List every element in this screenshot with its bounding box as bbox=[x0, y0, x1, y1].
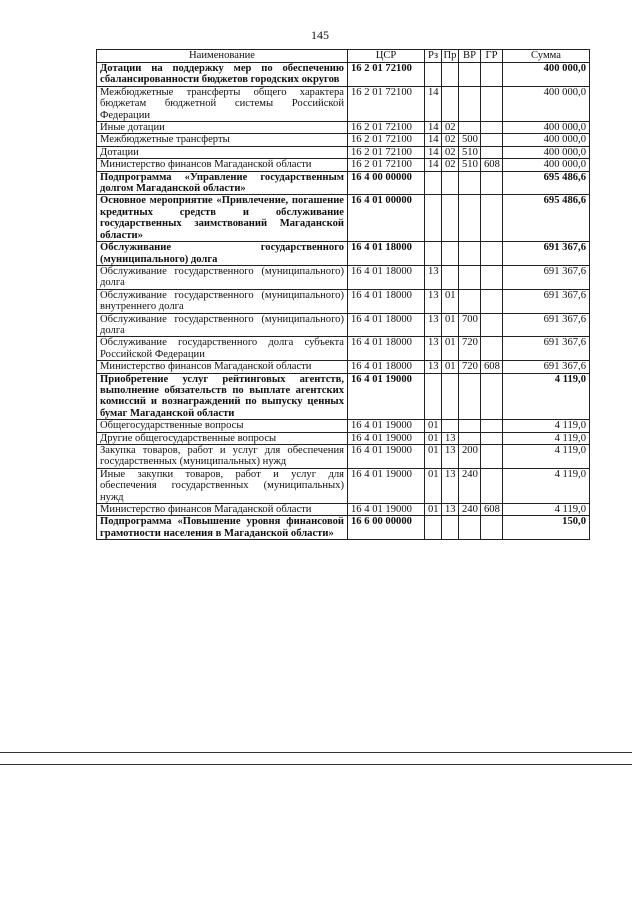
cell-rz: 01 bbox=[425, 445, 442, 469]
cell-sum: 691 367,6 bbox=[503, 337, 590, 361]
cell-csr: 16 4 01 18000 bbox=[348, 265, 425, 289]
cell-vr bbox=[459, 420, 481, 432]
cell-pr: 01 bbox=[442, 289, 459, 313]
cell-name: Иные дотации bbox=[97, 122, 348, 134]
cell-csr: 16 2 01 72100 bbox=[348, 146, 425, 158]
cell-rz: 13 bbox=[425, 265, 442, 289]
cell-rz: 14 bbox=[425, 134, 442, 146]
column-header-name: Наименование bbox=[97, 50, 348, 63]
cell-csr: 16 4 01 18000 bbox=[348, 289, 425, 313]
cell-sum: 4 119,0 bbox=[503, 432, 590, 444]
cell-vr bbox=[459, 122, 481, 134]
cell-rz: 14 bbox=[425, 122, 442, 134]
cell-gr bbox=[481, 445, 503, 469]
cell-csr: 16 4 01 18000 bbox=[348, 337, 425, 361]
cell-pr: 02 bbox=[442, 134, 459, 146]
table-row bbox=[97, 313, 590, 337]
cell-sum: 4 119,0 bbox=[503, 468, 590, 503]
cell-rz: 14 bbox=[425, 159, 442, 171]
cell-name: Обслуживание государственного (муниципального) внутреннего долга bbox=[97, 289, 348, 313]
table-row bbox=[97, 432, 590, 444]
cell-rz bbox=[425, 242, 442, 266]
column-header-gr: ГР bbox=[481, 50, 503, 63]
cell-csr: 16 4 01 19000 bbox=[348, 373, 425, 420]
cell-csr: 16 4 00 00000 bbox=[348, 171, 425, 195]
page-divider-bottom bbox=[0, 764, 632, 765]
cell-gr: 608 bbox=[481, 361, 503, 373]
cell-name: Межбюджетные трансферты bbox=[97, 134, 348, 146]
cell-name: Другие общегосударственные вопросы bbox=[97, 432, 348, 444]
column-header-rz: Рз bbox=[425, 50, 442, 63]
table-row bbox=[97, 265, 590, 289]
table-row bbox=[97, 445, 590, 469]
cell-gr bbox=[481, 516, 503, 540]
cell-name: Общегосударственные вопросы bbox=[97, 420, 348, 432]
cell-sum: 4 119,0 bbox=[503, 373, 590, 420]
cell-vr bbox=[459, 86, 481, 121]
cell-pr: 01 bbox=[442, 313, 459, 337]
column-header-vr: ВР bbox=[459, 50, 481, 63]
cell-name: Министерство финансов Магаданской области bbox=[97, 504, 348, 516]
cell-sum: 4 119,0 bbox=[503, 420, 590, 432]
cell-vr: 720 bbox=[459, 337, 481, 361]
column-header-pr: Пр bbox=[442, 50, 459, 63]
column-header-csr: ЦСР bbox=[348, 50, 425, 63]
cell-csr: 16 4 01 00000 bbox=[348, 195, 425, 242]
cell-sum: 150,0 bbox=[503, 516, 590, 540]
cell-name: Дотации bbox=[97, 146, 348, 158]
table-row bbox=[97, 146, 590, 158]
table-row bbox=[97, 171, 590, 195]
cell-vr bbox=[459, 432, 481, 444]
cell-gr bbox=[481, 171, 503, 195]
cell-vr bbox=[459, 289, 481, 313]
cell-pr: 02 bbox=[442, 159, 459, 171]
cell-rz: 01 bbox=[425, 504, 442, 516]
table-row bbox=[97, 134, 590, 146]
cell-gr bbox=[481, 134, 503, 146]
cell-csr: 16 4 01 19000 bbox=[348, 468, 425, 503]
cell-sum: 400 000,0 bbox=[503, 134, 590, 146]
cell-pr bbox=[442, 420, 459, 432]
table-row bbox=[97, 122, 590, 134]
cell-pr bbox=[442, 373, 459, 420]
cell-rz: 13 bbox=[425, 289, 442, 313]
cell-csr: 16 6 00 00000 bbox=[348, 516, 425, 540]
cell-gr bbox=[481, 242, 503, 266]
cell-sum: 400 000,0 bbox=[503, 86, 590, 121]
cell-pr bbox=[442, 265, 459, 289]
cell-sum: 400 000,0 bbox=[503, 146, 590, 158]
cell-pr bbox=[442, 195, 459, 242]
cell-csr: 16 2 01 72100 bbox=[348, 122, 425, 134]
cell-csr: 16 4 01 19000 bbox=[348, 504, 425, 516]
cell-vr: 200 bbox=[459, 445, 481, 469]
table-row bbox=[97, 361, 590, 373]
table-row bbox=[97, 468, 590, 503]
cell-gr bbox=[481, 289, 503, 313]
cell-vr bbox=[459, 516, 481, 540]
cell-rz bbox=[425, 171, 442, 195]
cell-pr: 13 bbox=[442, 432, 459, 444]
table-row bbox=[97, 242, 590, 266]
cell-gr bbox=[481, 420, 503, 432]
cell-sum: 400 000,0 bbox=[503, 122, 590, 134]
cell-sum: 691 367,6 bbox=[503, 265, 590, 289]
cell-vr: 500 bbox=[459, 134, 481, 146]
cell-name: Подпрограмма «Повышение уровня финансовой грамотности населения в Магаданской области» bbox=[97, 516, 348, 540]
cell-pr: 01 bbox=[442, 337, 459, 361]
cell-name: Подпрограмма «Управление государственным долгом Магаданской области» bbox=[97, 171, 348, 195]
cell-sum: 4 119,0 bbox=[503, 504, 590, 516]
table-row bbox=[97, 159, 590, 171]
cell-gr bbox=[481, 195, 503, 242]
cell-pr bbox=[442, 242, 459, 266]
cell-name: Межбюджетные трансферты общего характера бюджетам бюджетной системы Российской Федерации bbox=[97, 86, 348, 121]
cell-sum: 691 367,6 bbox=[503, 361, 590, 373]
cell-gr bbox=[481, 313, 503, 337]
cell-sum: 691 367,6 bbox=[503, 242, 590, 266]
table-row bbox=[97, 63, 590, 87]
cell-csr: 16 4 01 19000 bbox=[348, 432, 425, 444]
cell-sum: 695 486,6 bbox=[503, 195, 590, 242]
cell-name: Дотации на поддержку мер по обеспечению сбалансированности бюджетов городских округов bbox=[97, 63, 348, 87]
cell-sum: 400 000,0 bbox=[503, 159, 590, 171]
cell-gr: 608 bbox=[481, 159, 503, 171]
cell-sum: 691 367,6 bbox=[503, 289, 590, 313]
cell-rz: 14 bbox=[425, 146, 442, 158]
cell-vr bbox=[459, 171, 481, 195]
cell-csr: 16 4 01 19000 bbox=[348, 420, 425, 432]
cell-rz: 01 bbox=[425, 420, 442, 432]
cell-rz: 13 bbox=[425, 337, 442, 361]
cell-csr: 16 2 01 72100 bbox=[348, 86, 425, 121]
cell-sum: 4 119,0 bbox=[503, 445, 590, 469]
cell-vr: 700 bbox=[459, 313, 481, 337]
cell-name: Закупка товаров, работ и услуг для обеспечения государственных (муниципальных) нужд bbox=[97, 445, 348, 469]
cell-rz: 01 bbox=[425, 432, 442, 444]
cell-pr: 13 bbox=[442, 445, 459, 469]
cell-csr: 16 4 01 18000 bbox=[348, 242, 425, 266]
cell-vr bbox=[459, 373, 481, 420]
cell-gr: 608 bbox=[481, 504, 503, 516]
cell-vr: 510 bbox=[459, 146, 481, 158]
cell-gr bbox=[481, 337, 503, 361]
cell-pr bbox=[442, 171, 459, 195]
cell-rz: 01 bbox=[425, 468, 442, 503]
cell-pr: 01 bbox=[442, 361, 459, 373]
cell-name: Обслуживание государственного (муниципального) долга bbox=[97, 242, 348, 266]
table-row bbox=[97, 289, 590, 313]
cell-vr bbox=[459, 265, 481, 289]
cell-csr: 16 4 01 18000 bbox=[348, 361, 425, 373]
cell-name: Обслуживание государственного (муниципального) долга bbox=[97, 265, 348, 289]
table-row bbox=[97, 373, 590, 420]
column-header-sum: Сумма bbox=[503, 50, 590, 63]
cell-vr bbox=[459, 63, 481, 87]
cell-gr bbox=[481, 122, 503, 134]
table-row bbox=[97, 516, 590, 540]
table-row bbox=[97, 337, 590, 361]
cell-gr bbox=[481, 146, 503, 158]
cell-pr: 02 bbox=[442, 146, 459, 158]
cell-name: Министерство финансов Магаданской области bbox=[97, 159, 348, 171]
cell-vr: 240 bbox=[459, 468, 481, 503]
cell-vr: 510 bbox=[459, 159, 481, 171]
cell-gr bbox=[481, 432, 503, 444]
cell-gr bbox=[481, 63, 503, 87]
table-row bbox=[97, 504, 590, 516]
cell-vr: 720 bbox=[459, 361, 481, 373]
cell-pr: 13 bbox=[442, 468, 459, 503]
cell-csr: 16 2 01 72100 bbox=[348, 63, 425, 87]
table-row bbox=[97, 86, 590, 121]
cell-name: Обслуживание государственного долга субъекта Российской Федерации bbox=[97, 337, 348, 361]
cell-rz: 14 bbox=[425, 86, 442, 121]
cell-csr: 16 2 01 72100 bbox=[348, 159, 425, 171]
cell-sum: 695 486,6 bbox=[503, 171, 590, 195]
cell-rz bbox=[425, 373, 442, 420]
cell-vr bbox=[459, 242, 481, 266]
cell-name: Обслуживание государственного (муниципального) долга bbox=[97, 313, 348, 337]
cell-rz bbox=[425, 63, 442, 87]
table-row bbox=[97, 420, 590, 432]
page-number: 145 bbox=[311, 28, 329, 42]
cell-sum: 691 367,6 bbox=[503, 313, 590, 337]
cell-pr bbox=[442, 516, 459, 540]
cell-gr bbox=[481, 373, 503, 420]
cell-csr: 16 2 01 72100 bbox=[348, 134, 425, 146]
cell-pr bbox=[442, 86, 459, 121]
table-row bbox=[97, 195, 590, 242]
cell-vr: 240 bbox=[459, 504, 481, 516]
cell-csr: 16 4 01 18000 bbox=[348, 313, 425, 337]
cell-gr bbox=[481, 265, 503, 289]
cell-csr: 16 4 01 19000 bbox=[348, 445, 425, 469]
cell-sum: 400 000,0 bbox=[503, 63, 590, 87]
cell-pr: 02 bbox=[442, 122, 459, 134]
cell-pr: 13 bbox=[442, 504, 459, 516]
cell-vr bbox=[459, 195, 481, 242]
cell-gr bbox=[481, 86, 503, 121]
cell-gr bbox=[481, 468, 503, 503]
cell-pr bbox=[442, 63, 459, 87]
cell-name: Основное мероприятие «Привлечение, погашение кредитных средств и обслуживание государственных заимствований Магаданской области» bbox=[97, 195, 348, 242]
cell-name: Министерство финансов Магаданской области bbox=[97, 361, 348, 373]
cell-rz: 13 bbox=[425, 313, 442, 337]
cell-rz: 13 bbox=[425, 361, 442, 373]
cell-rz bbox=[425, 516, 442, 540]
budget-table bbox=[96, 49, 590, 540]
cell-name: Иные закупки товаров, работ и услуг для обеспечения государственных (муниципальных) нужд bbox=[97, 468, 348, 503]
cell-rz bbox=[425, 195, 442, 242]
cell-name: Приобретение услуг рейтинговых агентств, выполнение обязательств по выплате агентских комиссий и вознаграждений по выпуску ценных бумаг Магаданской области bbox=[97, 373, 348, 420]
page-divider-top bbox=[0, 752, 632, 753]
table-header-row bbox=[97, 50, 590, 63]
